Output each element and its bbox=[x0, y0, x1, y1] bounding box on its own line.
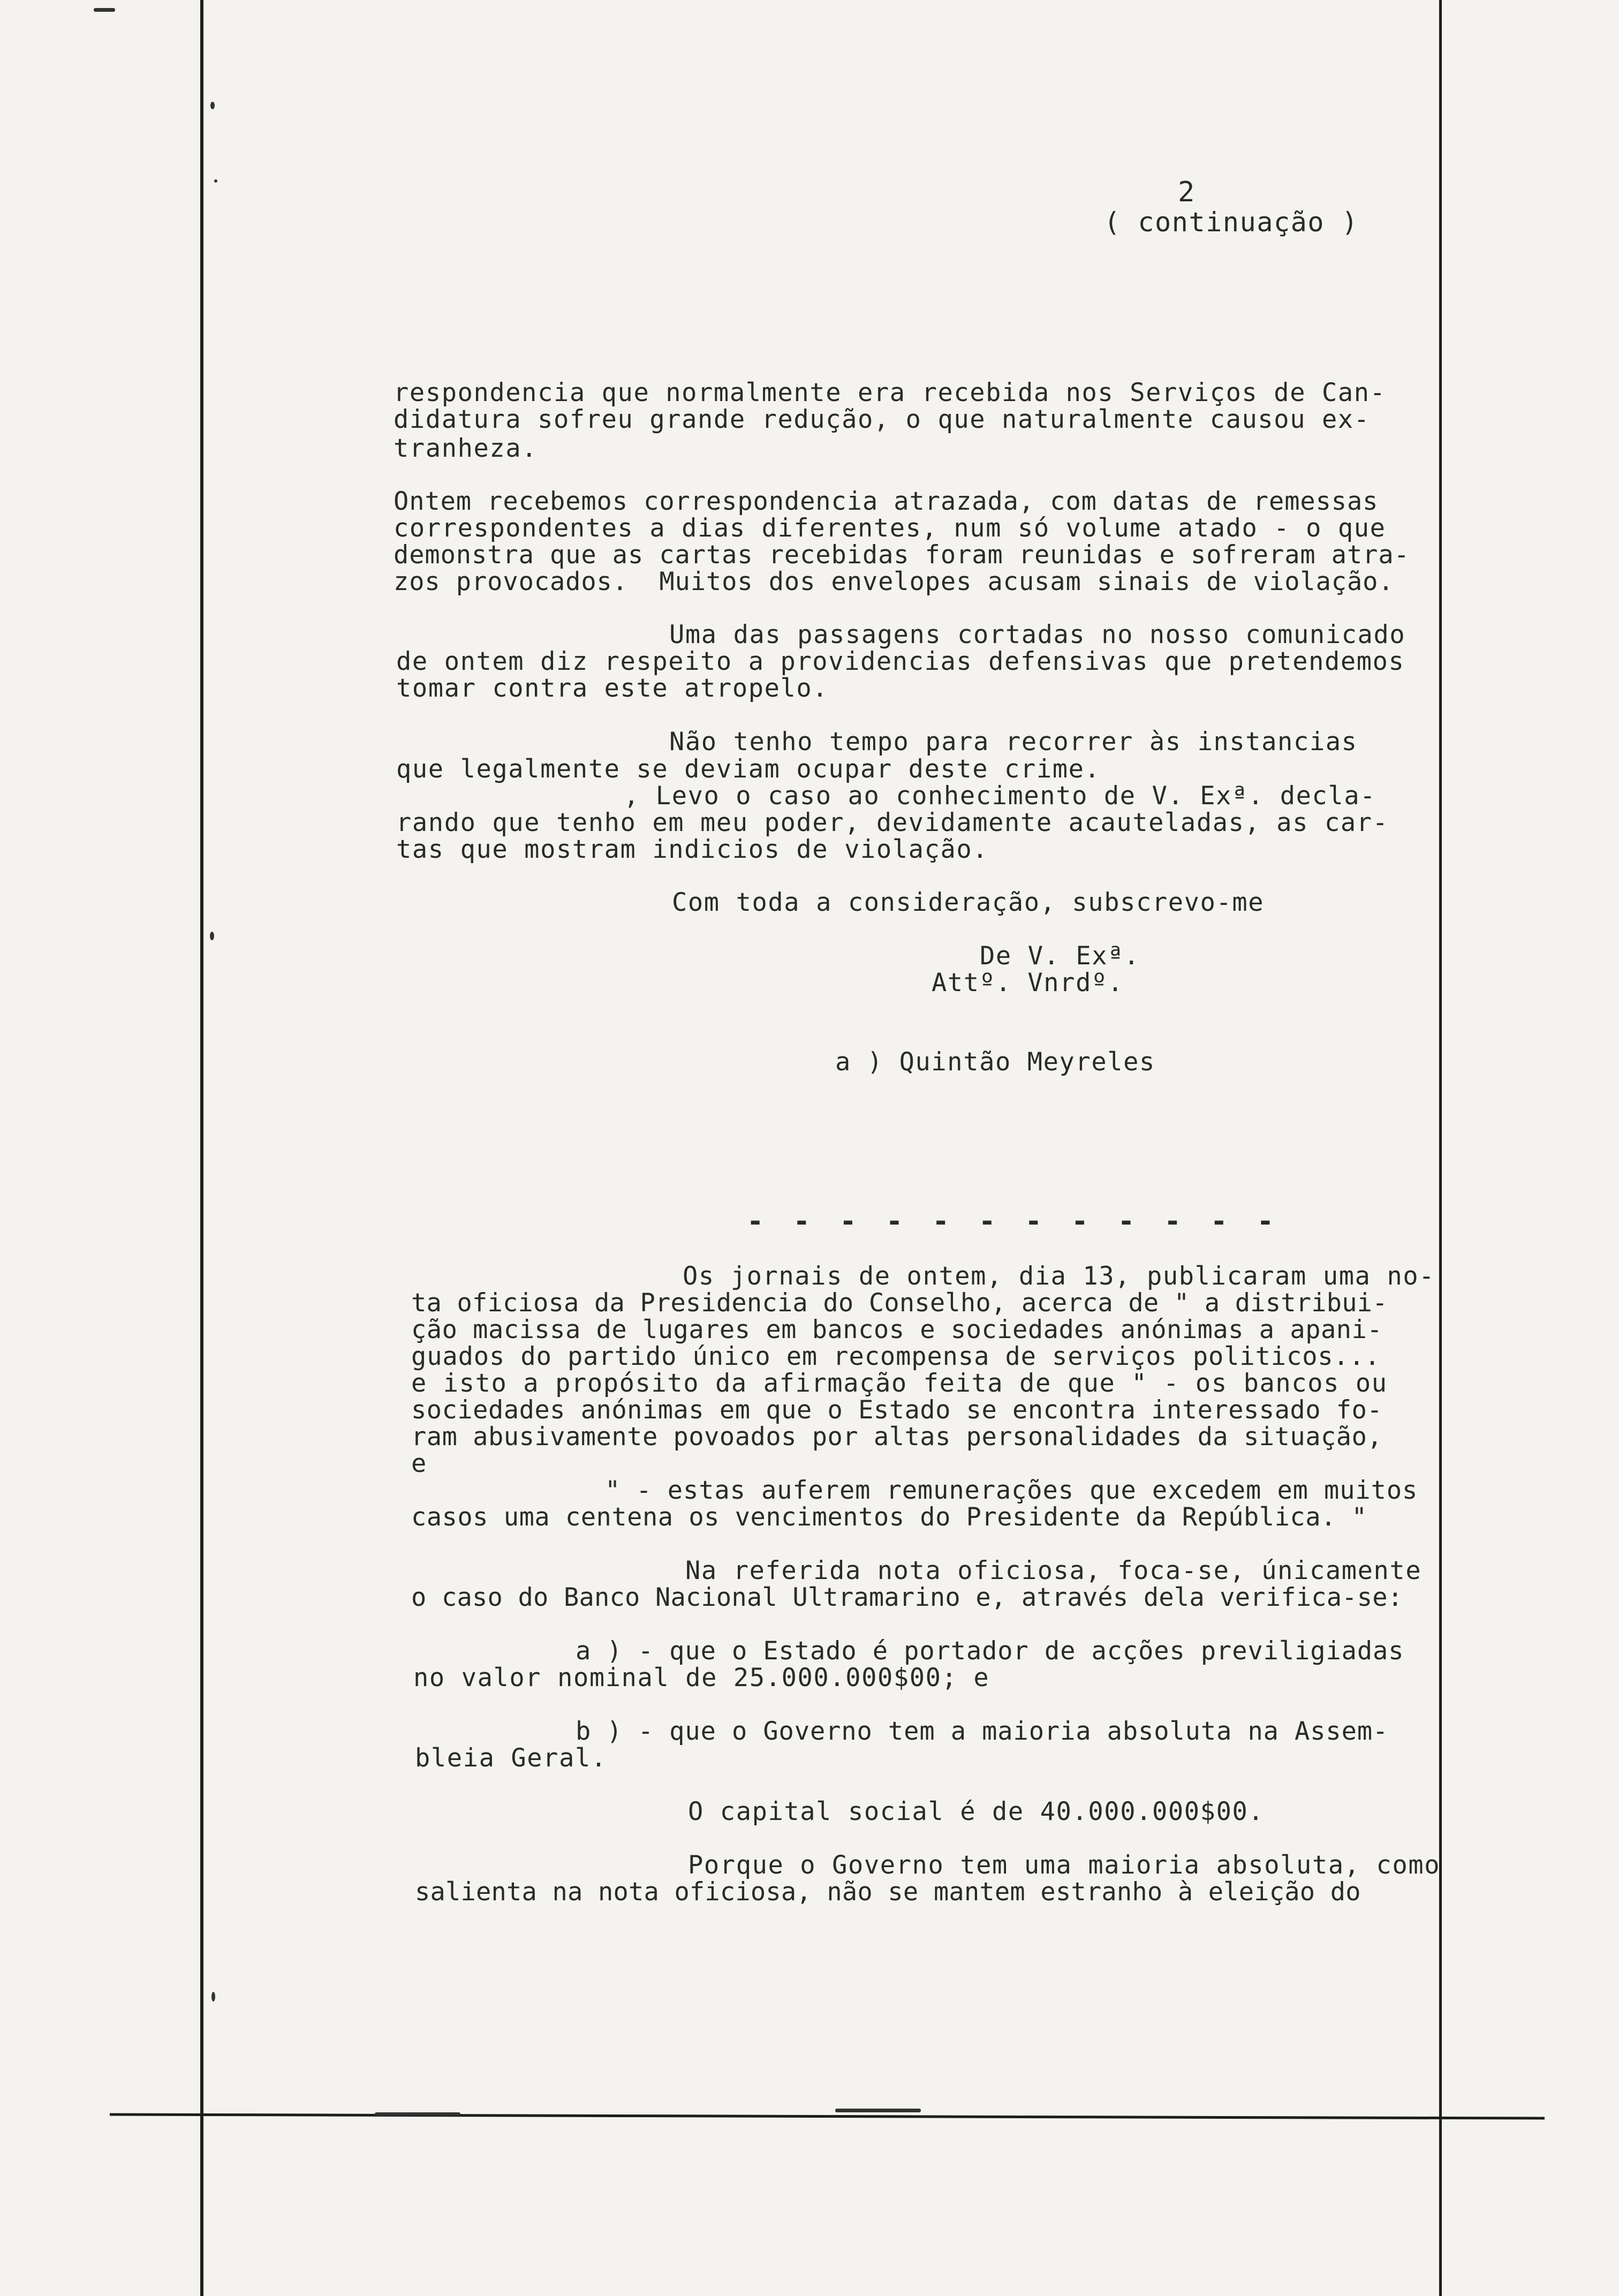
note-line: Porque o Governo tem uma maioria absoluta, como bbox=[688, 1851, 1441, 1880]
note-line: no valor nominal de 25.000.000$00; e bbox=[413, 1663, 990, 1693]
note-line: sociedades anónimas em que o Estado se encontra interessado fo- bbox=[411, 1395, 1383, 1425]
section-separator: - - - - - - - - - - - - bbox=[747, 1205, 1281, 1237]
note-line: guados do partido único em recompensa de serviços politicos... bbox=[411, 1342, 1381, 1371]
letter-line: Ontem recebemos correspondencia atrazada, com datas de remessas bbox=[394, 487, 1379, 516]
letter-line: Não tenho tempo para recorrer às instancias bbox=[669, 727, 1358, 757]
note-line: ta oficiosa da Presidencia do Conselho, acerca de " a distribui- bbox=[411, 1288, 1388, 1318]
letter-line: tranheza. bbox=[394, 434, 538, 463]
note-line: ção macissa de lugares em bancos e sociedades anónimas a apani- bbox=[411, 1315, 1383, 1345]
note-line: bleia Geral. bbox=[415, 1743, 607, 1773]
note-line: casos uma centena os vencimentos do Presidente da República. " bbox=[411, 1502, 1367, 1532]
speck bbox=[835, 2109, 921, 2112]
letter-line: correspondentes a dias diferentes, num só volume atado - o que bbox=[394, 513, 1386, 543]
note-line: " - estas auferem remunerações que excedem em muitos bbox=[605, 1476, 1418, 1505]
letter-line: rando que tenho em meu poder, devidamente acauteladas, as car- bbox=[396, 808, 1389, 837]
note-line: a ) - que o Estado é portador de acções previligiadas bbox=[576, 1636, 1404, 1666]
note-line: ram abusivamente povoados por altas personalidades da situação, bbox=[411, 1422, 1383, 1452]
note-line: Na referida nota oficiosa, foca-se, únicamente bbox=[685, 1556, 1422, 1585]
speck bbox=[210, 102, 215, 109]
continuation-label: ( continuação ) bbox=[1104, 207, 1359, 238]
bottom-rule bbox=[110, 2113, 1545, 2119]
letter-line: didatura sofreu grande redução, o que naturalmente causou ex- bbox=[394, 405, 1370, 434]
letter-line: Com toda a consideração, subscrevo-me bbox=[672, 888, 1265, 917]
note-line: b ) - que o Governo tem a maioria absoluta na Assem- bbox=[576, 1717, 1389, 1746]
note-line: e isto a propósito da afirmação feita de que " - os bancos ou bbox=[411, 1369, 1388, 1398]
left-margin-line bbox=[200, 0, 203, 2296]
speck bbox=[214, 179, 217, 183]
note-line: salienta na nota oficiosa, não se mantem estranho à eleição do bbox=[415, 1877, 1361, 1907]
letter-line: Attº. Vnrdº. bbox=[932, 968, 1124, 998]
letter-line: zos provocados. Muitos dos envelopes acusam sinais de violação. bbox=[394, 567, 1394, 596]
speck bbox=[94, 8, 115, 12]
letter-line: , Levo o caso ao conhecimento de V. Exª. decla- bbox=[624, 781, 1376, 811]
letter-line: De V. Exª. bbox=[980, 941, 1140, 971]
note-line: e bbox=[411, 1449, 427, 1478]
letter-line: respondencia que normalmente era recebida nos Serviços de Can- bbox=[394, 378, 1386, 407]
letter-line: Uma das passagens cortadas no nosso comunicado bbox=[669, 620, 1406, 649]
note-line: O capital social é de 40.000.000$00. bbox=[688, 1797, 1265, 1826]
speck bbox=[375, 2112, 460, 2116]
letter-line: tas que mostram indicios de violação. bbox=[396, 835, 989, 864]
note-line: o caso do Banco Nacional Ultramarino e, através dela verifica-se: bbox=[411, 1583, 1403, 1612]
letter-line: tomar contra este atropelo. bbox=[396, 674, 829, 703]
letter-line: demonstra que as cartas recebidas foram reunidas e sofreram atra- bbox=[394, 540, 1410, 570]
right-margin-line bbox=[1439, 0, 1442, 2296]
letter-line: que legalmente se deviam ocupar deste crime. bbox=[396, 754, 1101, 784]
signature-line: a ) Quintão Meyreles bbox=[835, 1047, 1155, 1077]
speck bbox=[210, 932, 214, 940]
note-line: Os jornais de ontem, dia 13, publicaram uma no- bbox=[683, 1262, 1435, 1291]
letter-line: de ontem diz respeito a providencias defensivas que pretendemos bbox=[396, 647, 1405, 676]
speck bbox=[211, 1992, 215, 2002]
page-number: 2 bbox=[1178, 176, 1196, 208]
